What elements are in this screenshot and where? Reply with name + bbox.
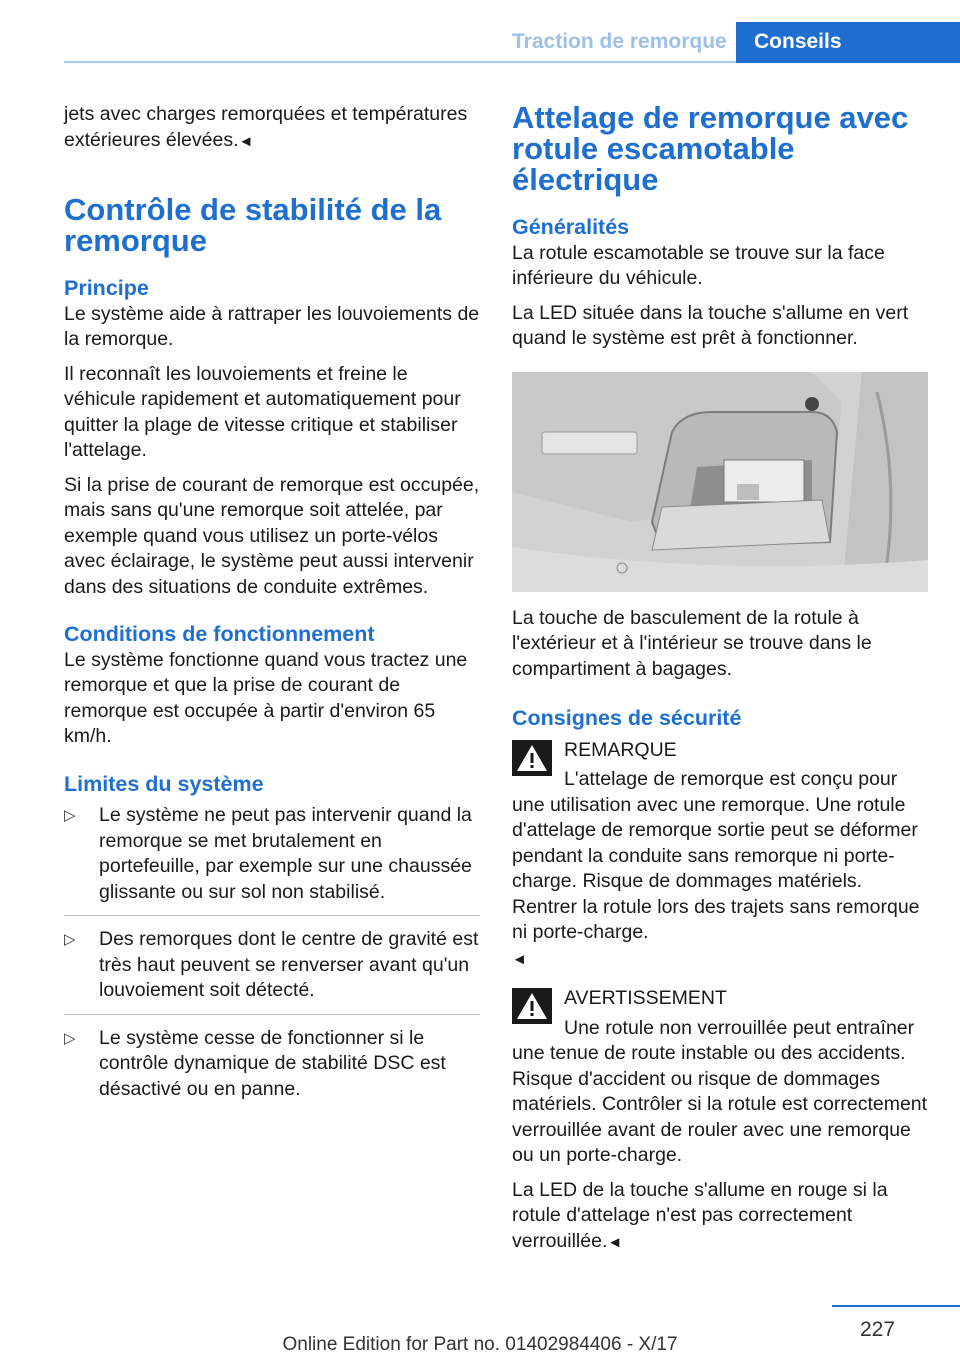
footer-rule (832, 1305, 960, 1307)
heading-consignes: Consignes de sécurité (512, 706, 742, 730)
list-item: ▷ Des remorques dont le centre de gravité est très haut peuvent se renverser avant qu'un louvoiement soit détecté. (64, 928, 479, 1001)
header-section-title: Traction de remorque (512, 30, 727, 53)
header-chapter-tab: Conseils (736, 22, 960, 63)
image-caption: La touche de basculement de la rotule à l'extérieur et à l'intérieur se trouve dans le compartiment à bagages. (512, 606, 872, 680)
warning-label: AVERTISSEMENT (564, 987, 727, 1009)
heading-generalites: Généralités (512, 215, 630, 239)
page-number: 227 (860, 1318, 896, 1341)
end-mark-icon: ◄ (238, 132, 254, 150)
heading-principe: Principe (64, 276, 149, 300)
conditions-p1: Le système fonctionne quand vous tractez une remorque et que la prise de courant de remorque est occupée à partir d'environ 65 km/h. (64, 648, 468, 747)
warning-triangle-icon (512, 740, 552, 776)
limites-list (64, 803, 480, 1102)
intro-text: jets avec charges remorquées et températures extérieures élevées.◄ (64, 103, 468, 151)
list-divider (64, 915, 480, 916)
list-item: ▷ Le système cesse de fonctionner si le contrôle dynamique de stabilité DSC est désactivé ou en panne. (64, 1026, 446, 1100)
led-red-text: La LED de la touche s'allume en rouge si la rotule d'attelage n'est pas correctement verrouillée.◄ (512, 1178, 888, 1252)
end-mark-icon: ◄ (607, 1233, 623, 1251)
section-title-hitch: Attelage de remorque avec rotule escamotable électrique (512, 100, 909, 197)
principe-p2: Il reconnaît les louvoiements et freine le véhicule rapidement et automatiquement pour quitter la plage de vitesse critique et stabiliser l'attelage. (64, 362, 461, 461)
principe-p1: Le système aide à rattraper les louvoiements de la remorque. (64, 302, 480, 350)
triangle-bullet-icon: ▷ (64, 807, 76, 824)
section-title-stability: Contrôle de stabilité de la remorque (64, 192, 442, 258)
warning-label: REMARQUE (564, 738, 677, 761)
header-rule (64, 61, 736, 63)
warning-block-avertissement (512, 986, 928, 1169)
warning-triangle-icon (512, 988, 552, 1024)
end-mark-icon: ◄ (512, 950, 527, 968)
footer-edition: Online Edition for Part no. 01402984406 - X/17 (282, 1334, 678, 1355)
triangle-bullet-icon: ▷ (64, 1029, 76, 1047)
generalites-p1: La rotule escamotable se trouve sur la face inférieure du véhicule. (512, 241, 885, 289)
left-column (64, 102, 480, 1102)
triangle-bullet-icon: ▷ (64, 931, 76, 948)
principe-p3: Si la prise de courant de remorque est occupée, mais sans qu'une remorque soit attelée, par exemple quand vous utilisez un porte-vélos avec éclairage, le système peut aussi intervenir dans des situations de conduite extrêmes. (64, 473, 480, 598)
warning-block-remarque (512, 738, 928, 973)
list-item: ▷ Le système ne peut pas intervenir quand la remorque se met brutalement en portefeuille, par exemple sur une chaussée glissante ou sur sol non stabilisé. (64, 804, 472, 903)
heading-limites: Limites du système (64, 771, 264, 796)
luggage-compartment-image (512, 372, 928, 592)
warning-text: Une rotule non verrouillée peut entraîner une tenue de route instable ou des accidents. Risque d'accident ou risque de dommages matériels. Contrôler si la rotule est correctement verrouillée avant de rouler avec une remorque ou un porte-charge. (512, 1016, 928, 1166)
generalites-p2: La LED située dans la touche s'allume en vert quand le système est prêt à fonctionner. (512, 301, 909, 349)
warning-text: L'attelage de remorque est conçu pour une utilisation avec une remorque. Une rotule d'attelage de remorque sortie peut se déformer pendant la conduite sans remorque ni porte-charge. Risque de dommages matériels. Rentrer la rotule lors des trajets sans remorque ni porte-charge. ◄ (512, 768, 920, 968)
list-divider (64, 1014, 480, 1015)
right-column (512, 102, 928, 1264)
heading-conditions: Conditions de fonctionnement (64, 622, 375, 646)
